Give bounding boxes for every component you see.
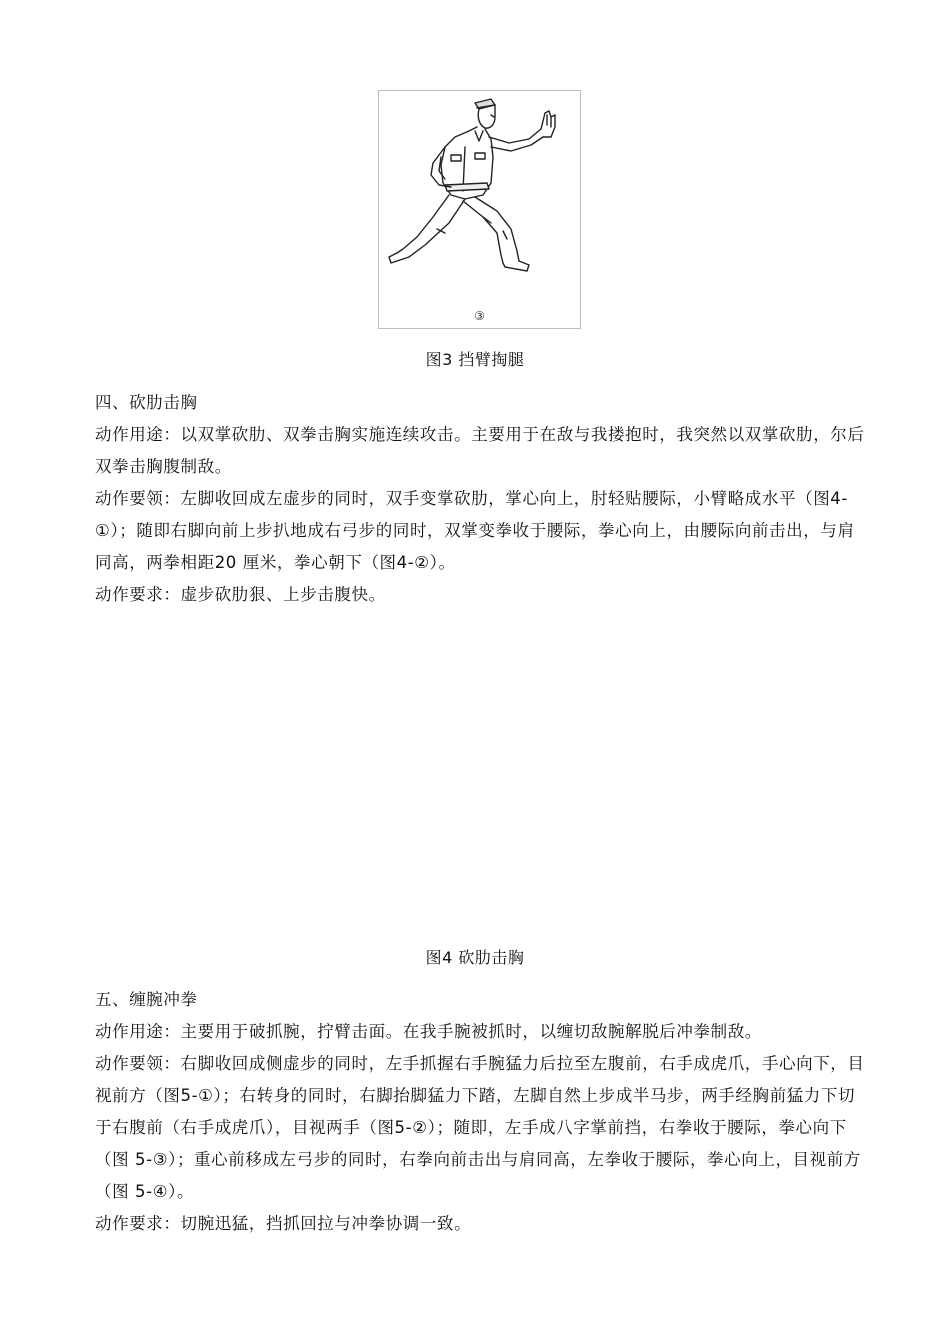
martial-arts-stance-drawing (379, 91, 582, 330)
section-4-heading: 四、砍肋击胸 (95, 393, 198, 412)
section-4-usage: 动作用途：以双掌砍肋、双拳击胸实施连续攻击。主要用于在敌与我搂抱时，我突然以双掌砍肋，尔后双拳击胸腹制敌。 (95, 425, 865, 476)
section-5-usage: 动作用途：主要用于破抓腕，拧臂击面。在我手腕被抓时，以缠切敌腕解脱后冲拳制敌。 (95, 1022, 762, 1041)
section-4-essentials: 动作要领：左脚收回成左虚步的同时，双手变掌砍肋，掌心向上，肘轻贴腰际，小臂略成水平（图4-①）；随即右脚向前上步扒地成右弓步的同时，双掌变拳收于腰际，拳心向上，由腰际向前击出，与肩同高，两拳相距20 厘米，拳心朝下（图4-②）。 (95, 489, 855, 572)
section-5 (95, 984, 865, 1240)
section-5-requirements: 动作要求：切腕迅猛，挡抓回拉与冲拳协调一致。 (95, 1214, 472, 1233)
section-4 (95, 387, 865, 611)
section-4-requirements: 动作要求：虚步砍肋狠、上步击腹快。 (95, 585, 386, 604)
section-5-heading: 五、缠腕冲拳 (95, 990, 198, 1009)
section-5-essentials: 动作要领：右脚收回成侧虚步的同时，左手抓握右手腕猛力后拉至左腹前，右手成虎爪，手心向下，目视前方（图5-①）；右转身的同时，右脚抬脚猛力下踏，左脚自然上步成半马步，两手经胸前猛力下切于右腹前（右手成虎爪），目视两手（图5-②）；随即，左手成八字掌前挡，右拳收于腰际，拳心向下（图 5-③）；重心前移成左弓步的同时，右拳向前击出与肩同高，左拳收于腰际，拳心向上，目视前方（图 5-④）。 (95, 1054, 865, 1201)
figure-4-caption: 图4 砍肋击胸 (425, 948, 525, 967)
figure-sub-marker: ③ (474, 309, 485, 323)
figure-3-caption: 图3 挡臂掏腿 (425, 350, 525, 369)
figure-3-illustration (378, 90, 581, 329)
